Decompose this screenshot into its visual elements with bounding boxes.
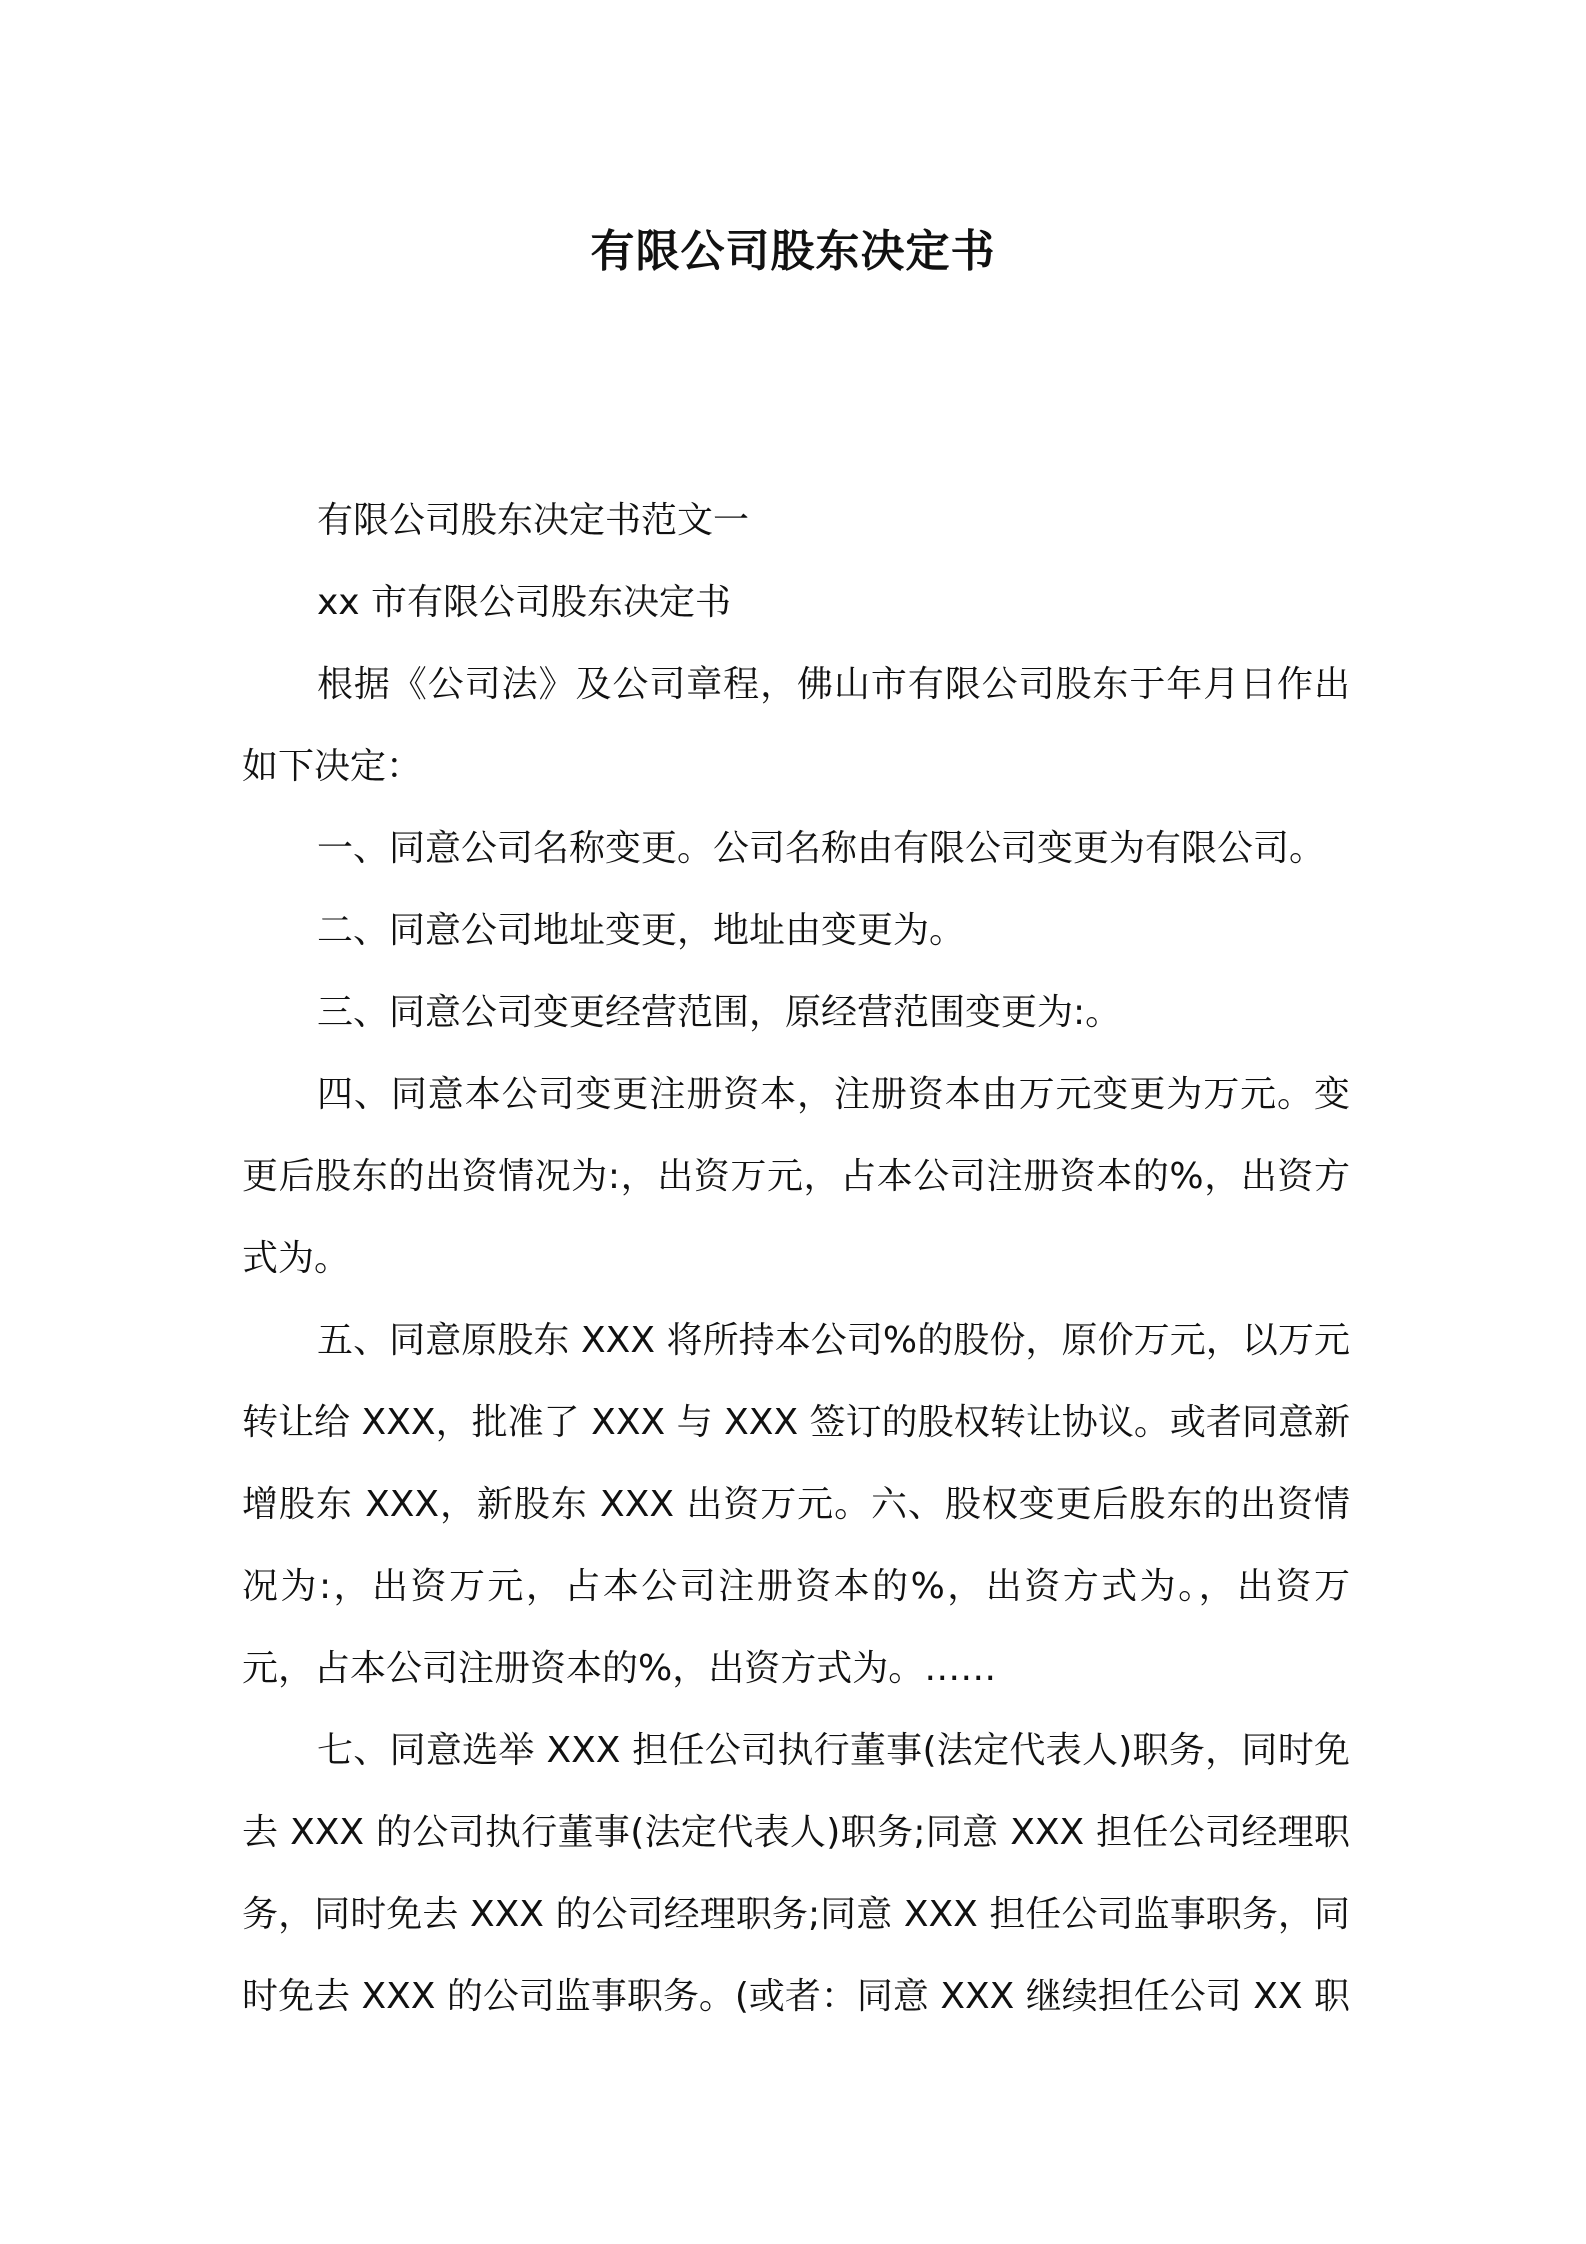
document-title: 有限公司股东决定书	[590, 226, 996, 277]
paragraph-city-heading: xx 市有限公司股东决定书	[317, 582, 732, 623]
paragraph-sample-heading: 有限公司股东决定书范文一	[317, 500, 750, 541]
paragraph-intro: 根据《公司法》及公司章程，佛山市有限公司股东于年月日作出如下决定：	[242, 664, 1350, 787]
paragraph-item-1: 一、同意公司名称变更。公司名称由有限公司变更为有限公司。	[317, 828, 1326, 869]
paragraph-item-5-6: 五、同意原股东 XXX 将所持本公司%的股份，原价万元，以万元转让给 XXX，批准了 XXX 与 XXX 签订的股权转让协议。或者同意新增股东 XXX，新股东 XXX 出资万元。六、股权变更后股东的出资情况为:，出资万元，占本公司注册资本的%，出资方式为。，出资万元，占本公司注册资本的%，出资方式为。……	[242, 1320, 1350, 1689]
paragraph-item-4: 四、同意本公司变更注册资本，注册资本由万元变更为万元。变更后股东的出资情况为:，出资万元，占本公司注册资本的%，出资方式为。	[242, 1074, 1350, 1279]
paragraph-item-7: 七、同意选举 XXX 担任公司执行董事(法定代表人)职务，同时免去 XXX 的公司执行董事(法定代表人)职务;同意 XXX 担任公司经理职务，同时免去 XXX 的公司经理职务;同意 XXX 担任公司监事职务，同时免去 XXX 的公司监事职务。(或者：同意 XXX 继续担任公司 XX 职	[242, 1730, 1351, 2017]
document-body	[242, 480, 1350, 2038]
paragraph-item-2: 二、同意公司地址变更，地址由变更为。	[317, 910, 966, 951]
paragraph-item-3: 三、同意公司变更经营范围，原经营范围变更为:。	[317, 992, 1122, 1033]
